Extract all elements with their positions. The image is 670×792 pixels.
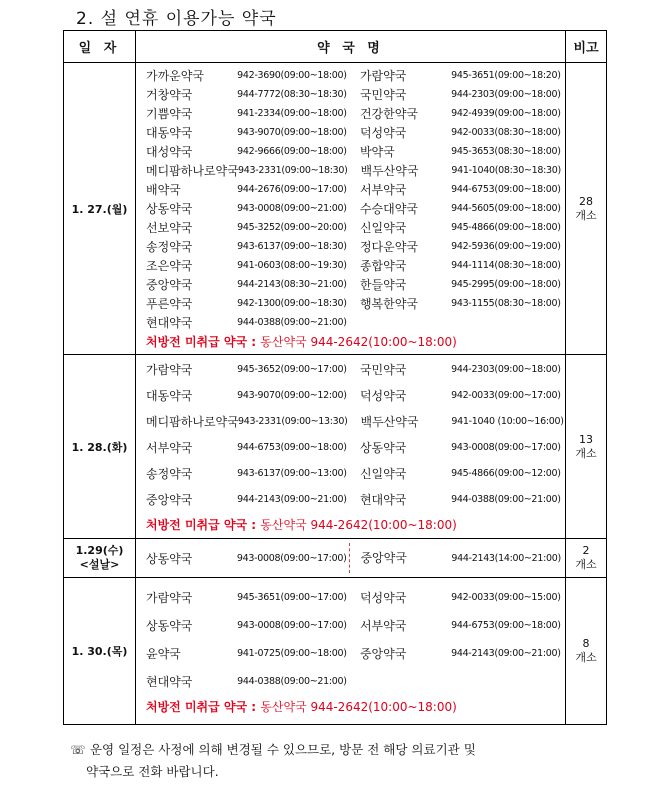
count-cell	[566, 578, 607, 725]
pharmacy-name: 중앙약국	[359, 646, 407, 661]
count-cell	[566, 539, 607, 578]
pharmacy-name: 가람약국	[146, 590, 193, 605]
pharmacy-phone-hours: 943-6137(09:00~13:00)	[237, 468, 347, 479]
pharmacy-name: 행복한약국	[359, 296, 418, 311]
note-value: 동산약국 944-2642(10:00~18:00)	[260, 334, 457, 349]
pharmacy-phone-hours: 942-0033(09:00~15:00)	[451, 591, 561, 603]
pharmacy-name: 수승대약국	[359, 201, 418, 216]
pharmacy-table	[63, 30, 607, 725]
pharmacy-row	[146, 161, 565, 180]
count-unit: 개소	[575, 558, 597, 571]
pharmacy-name: 거창약국	[146, 87, 193, 102]
prescription-note	[146, 695, 565, 719]
pharmacy-name: 대동약국	[146, 125, 193, 140]
pharmacy-phone-hours: 944-5605(09:00~18:00)	[451, 202, 561, 214]
pharmacy-row	[146, 611, 565, 639]
date-cell: 1. 28.(화)	[64, 355, 136, 539]
pharmacy-phone-hours: 944-2676(09:00~17:00)	[237, 183, 347, 195]
pharmacy-phone-hours: 944-0388(09:00~21:00)	[451, 494, 561, 505]
pharmacy-phone-hours: 943-0008(09:00~21:00)	[237, 202, 347, 214]
pharmacy-row	[146, 487, 565, 513]
note-label: 처방전 미취급 약국 :	[146, 700, 257, 714]
day-row-0130	[64, 578, 607, 725]
pharmacy-row	[146, 667, 565, 695]
pharmacy-name: 가람약국	[146, 363, 193, 377]
pharmacy-name: 가까운약국	[146, 68, 204, 83]
pharmacy-name: 가람약국	[359, 68, 407, 83]
pharmacy-list	[136, 539, 566, 578]
pharmacy-phone-hours: 943-0008(09:00~17:00)	[451, 442, 561, 453]
count-cell	[566, 63, 607, 355]
prescription-note	[146, 513, 565, 537]
pharmacy-name: 건강한약국	[359, 106, 418, 121]
pharmacy-name: 서부약국	[359, 182, 407, 197]
pharmacy-name: 송정약국	[146, 239, 193, 254]
day-row-0128	[64, 355, 607, 539]
pharmacy-phone-hours: 945-2995(09:00~18:00)	[451, 278, 561, 290]
count-cell	[566, 355, 607, 539]
pharmacy-list	[136, 355, 566, 539]
pharmacy-phone-hours: 945-3653(08:30~18:00)	[451, 145, 561, 157]
pharmacy-row	[146, 180, 565, 199]
pharmacy-name: 국민약국	[359, 87, 407, 102]
pharmacy-phone-hours: 944-1114(08:30~18:00)	[451, 259, 561, 271]
pharmacy-row	[146, 85, 565, 104]
pharmacy-phone-hours: 945-3651(09:00~17:00)	[237, 591, 347, 603]
count-number: 2	[582, 544, 590, 557]
pharmacy-phone-hours: 943-6137(09:00~18:30)	[237, 240, 347, 252]
pharmacy-phone-hours: 945-4866(09:00~12:00)	[451, 468, 561, 479]
day-row-0127	[64, 63, 607, 355]
pharmacy-name: 덕성약국	[359, 590, 407, 605]
pharmacy-row	[146, 104, 565, 123]
pharmacy-name: 배약국	[146, 182, 181, 197]
pharmacy-phone-hours: 945-3652(09:00~17:00)	[237, 364, 347, 375]
pharmacy-list	[136, 578, 566, 725]
pharmacy-row	[146, 435, 565, 461]
pharmacy-phone-hours: 944-2143(14:00~21:00)	[451, 552, 561, 564]
pharmacy-name: 푸른약국	[146, 296, 193, 311]
footer-notice	[70, 739, 610, 783]
pharmacy-name: 서부약국	[359, 618, 407, 633]
pharmacy-name: 윤약국	[146, 646, 181, 661]
pharmacy-list	[136, 63, 566, 355]
pharmacy-phone-hours: 945-3252(09:00~20:00)	[237, 221, 347, 233]
pharmacy-phone-hours: 943-1155(08:30~18:00)	[451, 297, 561, 309]
header-note: 비고	[566, 31, 607, 63]
pharmacy-name: 국민약국	[359, 363, 407, 377]
pharmacy-name: 중앙약국	[349, 543, 451, 573]
count-number: 8	[582, 637, 590, 650]
pharmacy-row	[146, 237, 565, 256]
pharmacy-row	[146, 256, 565, 275]
pharmacy-phone-hours: 944-6753(09:00~18:00)	[451, 619, 561, 631]
note-value: 동산약국 944-2642(10:00~18:00)	[260, 517, 457, 532]
date-cell: 1. 27.(월)	[64, 63, 136, 355]
pharmacy-phone-hours: 943-2331(09:00~18:30)	[238, 164, 348, 176]
note-label: 처방전 미취급 약국 :	[146, 517, 257, 532]
pharmacy-name: 메디팜하나로약국	[146, 415, 239, 429]
pharmacy-phone-hours: 944-2143(09:00~21:00)	[451, 647, 561, 659]
pharmacy-row	[146, 313, 565, 332]
pharmacy-phone-hours: 945-4866(09:00~18:00)	[451, 221, 561, 233]
pharmacy-name: 상동약국	[146, 551, 193, 566]
pharmacy-phone-hours: 942-9666(09:00~18:00)	[237, 145, 347, 157]
pharmacy-row	[146, 199, 565, 218]
pharmacy-row	[146, 461, 565, 487]
pharmacy-name: 덕성약국	[359, 389, 407, 403]
count-unit: 개소	[575, 208, 597, 222]
pharmacy-row	[146, 543, 565, 573]
section-title: 2. 설 연휴 이용가능 약국	[76, 9, 277, 29]
pharmacy-row	[146, 66, 565, 85]
pharmacy-row	[146, 409, 565, 435]
pharmacy-name: 신일약국	[359, 220, 407, 235]
pharmacy-name: 신일약국	[359, 467, 407, 481]
pharmacy-phone-hours: 941-2334(09:00~18:00)	[237, 107, 347, 119]
footer-text-1: 운영 일정은 사정에 의해 변경될 수 있으므로, 방문 전 해당 의료기관 및	[89, 742, 476, 757]
pharmacy-phone-hours: 942-4939(09:00~18:00)	[451, 107, 561, 119]
pharmacy-row	[146, 294, 565, 313]
pharmacy-name: 백두산약국	[360, 163, 419, 178]
pharmacy-name: 상동약국	[146, 201, 193, 216]
pharmacy-name: 대동약국	[146, 389, 193, 403]
pharmacy-phone-hours: 943-2331(09:00~13:30)	[238, 416, 348, 427]
pharmacy-phone-hours: 944-2143(09:00~21:00)	[237, 494, 347, 505]
pharmacy-phone-hours: 942-3690(09:00~18:00)	[237, 69, 347, 81]
pharmacy-phone-hours: 944-0388(09:00~21:00)	[237, 316, 347, 328]
pharmacy-phone-hours: 944-6753(09:00~18:00)	[237, 442, 347, 453]
pharmacy-phone-hours: 944-7772(08:30~18:30)	[237, 88, 347, 100]
pharmacy-phone-hours: 943-9070(09:00~12:00)	[237, 390, 347, 401]
pharmacy-name: 현대약국	[146, 674, 193, 689]
count-unit: 개소	[575, 651, 597, 664]
pharmacy-name: 상동약국	[359, 441, 407, 455]
note-label: 처방전 미취급 약국 :	[146, 334, 257, 349]
pharmacy-name: 송정약국	[146, 467, 193, 481]
pharmacy-phone-hours: 942-5936(09:00~19:00)	[451, 240, 561, 252]
pharmacy-name: 상동약국	[146, 618, 193, 633]
date-main: 1.29(수)	[75, 544, 124, 557]
pharmacy-name: 중앙약국	[146, 493, 193, 507]
pharmacy-row	[146, 275, 565, 294]
pharmacy-name: 대성약국	[146, 144, 193, 159]
header-date: 일 자	[64, 31, 136, 63]
date-cell: 1. 30.(목)	[64, 578, 136, 725]
pharmacy-phone-hours: 943-9070(09:00~18:00)	[237, 126, 347, 138]
pharmacy-name: 종합약국	[359, 258, 407, 273]
footer-line-1	[70, 739, 610, 761]
pharmacy-phone-hours: 945-3651(09:00~18:20)	[451, 69, 561, 81]
pharmacy-phone-hours: 942-0033(08:30~18:00)	[451, 126, 561, 138]
pharmacy-phone-hours: 944-0388(09:00~21:00)	[237, 675, 347, 687]
pharmacy-phone-hours: 943-0008(09:00~17:00)	[237, 619, 347, 631]
pharmacy-phone-hours: 941-0725(09:00~18:00)	[237, 647, 347, 659]
note-value: 동산약국 944-2642(10:00~18:00)	[260, 700, 457, 714]
pharmacy-name: 백두산약국	[360, 415, 419, 429]
phone-icon: ☏	[70, 742, 86, 757]
pharmacy-name: 조은약국	[146, 258, 193, 273]
pharmacy-row	[146, 639, 565, 667]
pharmacy-phone-hours: 944-2303(09:00~18:00)	[451, 88, 561, 100]
pharmacy-row	[146, 218, 565, 237]
count-unit: 개소	[575, 446, 597, 460]
pharmacy-name: 선보약국	[146, 220, 193, 235]
table-header-row	[64, 31, 607, 63]
date-holiday: <설날>	[79, 558, 120, 571]
header-pharmacy: 약 국 명	[136, 31, 566, 63]
pharmacy-name: 현대약국	[146, 315, 193, 330]
pharmacy-row	[146, 357, 565, 383]
pharmacy-name: 메디팜하나로약국	[146, 163, 239, 178]
pharmacy-phone-hours: 941-0603(08:00~19:30)	[237, 259, 347, 271]
pharmacy-row	[146, 142, 565, 161]
pharmacy-name: 덕성약국	[359, 125, 407, 140]
pharmacy-phone-hours: 944-6753(09:00~18:00)	[451, 183, 561, 195]
pharmacy-phone-hours: 941-1040(08:30~18:30)	[451, 164, 561, 176]
pharmacy-name: 박약국	[359, 144, 395, 159]
count-number: 13	[579, 432, 593, 446]
count-number: 28	[579, 194, 593, 208]
pharmacy-phone-hours: 942-1300(09:00~18:30)	[237, 297, 347, 309]
pharmacy-row	[146, 123, 565, 142]
pharmacy-row	[146, 583, 565, 611]
pharmacy-name: 서부약국	[146, 441, 193, 455]
pharmacy-name: 현대약국	[359, 493, 407, 507]
pharmacy-row	[146, 383, 565, 409]
pharmacy-name: 중앙약국	[146, 277, 193, 292]
pharmacy-name: 기쁨약국	[146, 106, 193, 121]
date-cell	[64, 539, 136, 578]
footer-text-2: 약국으로 전화 바랍니다.	[86, 764, 219, 779]
day-row-0129	[64, 539, 607, 578]
pharmacy-name: 한들약국	[359, 277, 407, 292]
pharmacy-phone-hours: 944-2143(08:30~21:00)	[237, 278, 347, 290]
pharmacy-phone-hours: 942-0033(09:00~17:00)	[451, 390, 561, 401]
pharmacy-phone-hours: 944-2303(09:00~18:00)	[451, 364, 561, 375]
pharmacy-phone-hours: 941-1040 (10:00~16:00)	[451, 416, 564, 427]
pharmacy-name: 정다운약국	[359, 239, 418, 254]
prescription-note	[146, 332, 565, 352]
pharmacy-phone-hours: 943-0008(09:00~17:00)	[236, 552, 347, 564]
